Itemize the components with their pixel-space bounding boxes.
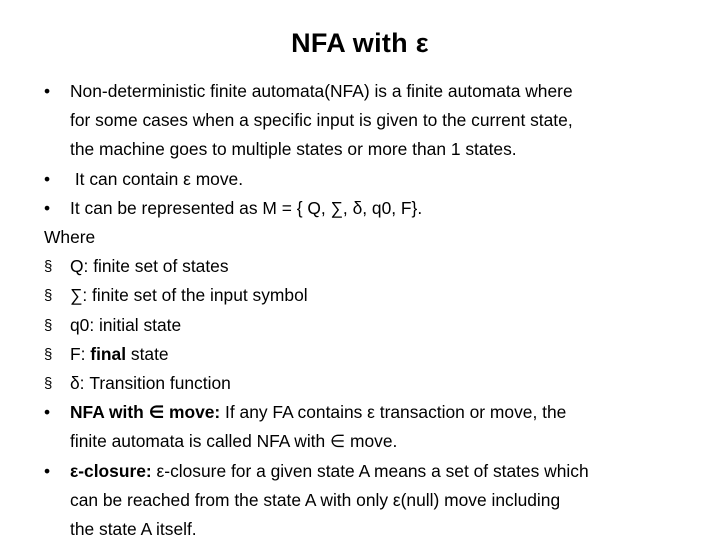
bullet-marker: • [44,402,51,423]
bullet-text: It can contain ε move. [70,168,244,189]
where-label: Where [44,227,96,248]
term-description: If any FA contains ε transaction or move, the [220,402,567,423]
definition-text [70,340,694,369]
term-description: ε-closure for a given state A means a set of states which [151,460,589,481]
bullet-item-nfa-definition [44,77,694,165]
definition-item-q [44,252,694,281]
bullet-marker: • [44,460,51,481]
square-bullet-marker: § [44,287,53,305]
definition-text-bold: final [90,343,127,364]
square-bullet-marker: § [44,375,53,393]
bullet-text-line: finite automata is called NFA with ∈ move. [70,431,398,452]
slide-title: NFA with ε [291,28,429,58]
bullet-item-epsilon-closure [44,457,694,544]
definition-text-post: state [126,343,169,364]
bullet-marker: • [44,168,51,189]
square-bullet-marker: § [44,316,53,334]
bullet-text-line [70,398,694,427]
definition-text: Q: finite set of states [70,256,229,277]
bullet-marker: • [44,81,51,101]
slide-content [44,77,694,544]
bullet-item-epsilon-move [44,165,694,194]
bullet-text-line: can be reached from the state A with only ε(null) move including [70,489,561,510]
bullet-text-line: for some cases when a specific input is given to the current state, [70,110,573,131]
bullet-text: It can be represented as M = { Q, ∑, δ, q0, F}. [70,197,423,218]
definition-text: δ: Transition function [70,373,231,394]
bullet-text-line: the machine goes to multiple states or more than 1 states. [70,139,517,160]
definition-item-sigma [44,281,694,310]
term-bold: ε-closure: [70,460,152,481]
square-bullet-marker: § [44,345,53,363]
bullet-text-line [70,457,694,486]
term-bold: NFA with ∈ move: [70,402,221,423]
bullet-item-nfa-epsilon-move [44,398,694,456]
definition-item-q0 [44,311,694,340]
bullet-item-representation [44,194,694,223]
definition-item-f [44,340,694,369]
definition-text-pre: F: [70,343,91,364]
definition-item-delta [44,369,694,398]
bullet-text-line: the state A itself. [70,519,197,540]
bullet-marker: • [44,197,51,218]
definition-text: ∑: finite set of the input symbol [70,285,308,306]
square-bullet-marker: § [44,258,53,276]
definition-text: q0: initial state [70,314,182,335]
bullet-text-line: Non-deterministic finite automata(NFA) is a finite automata where [70,81,573,101]
